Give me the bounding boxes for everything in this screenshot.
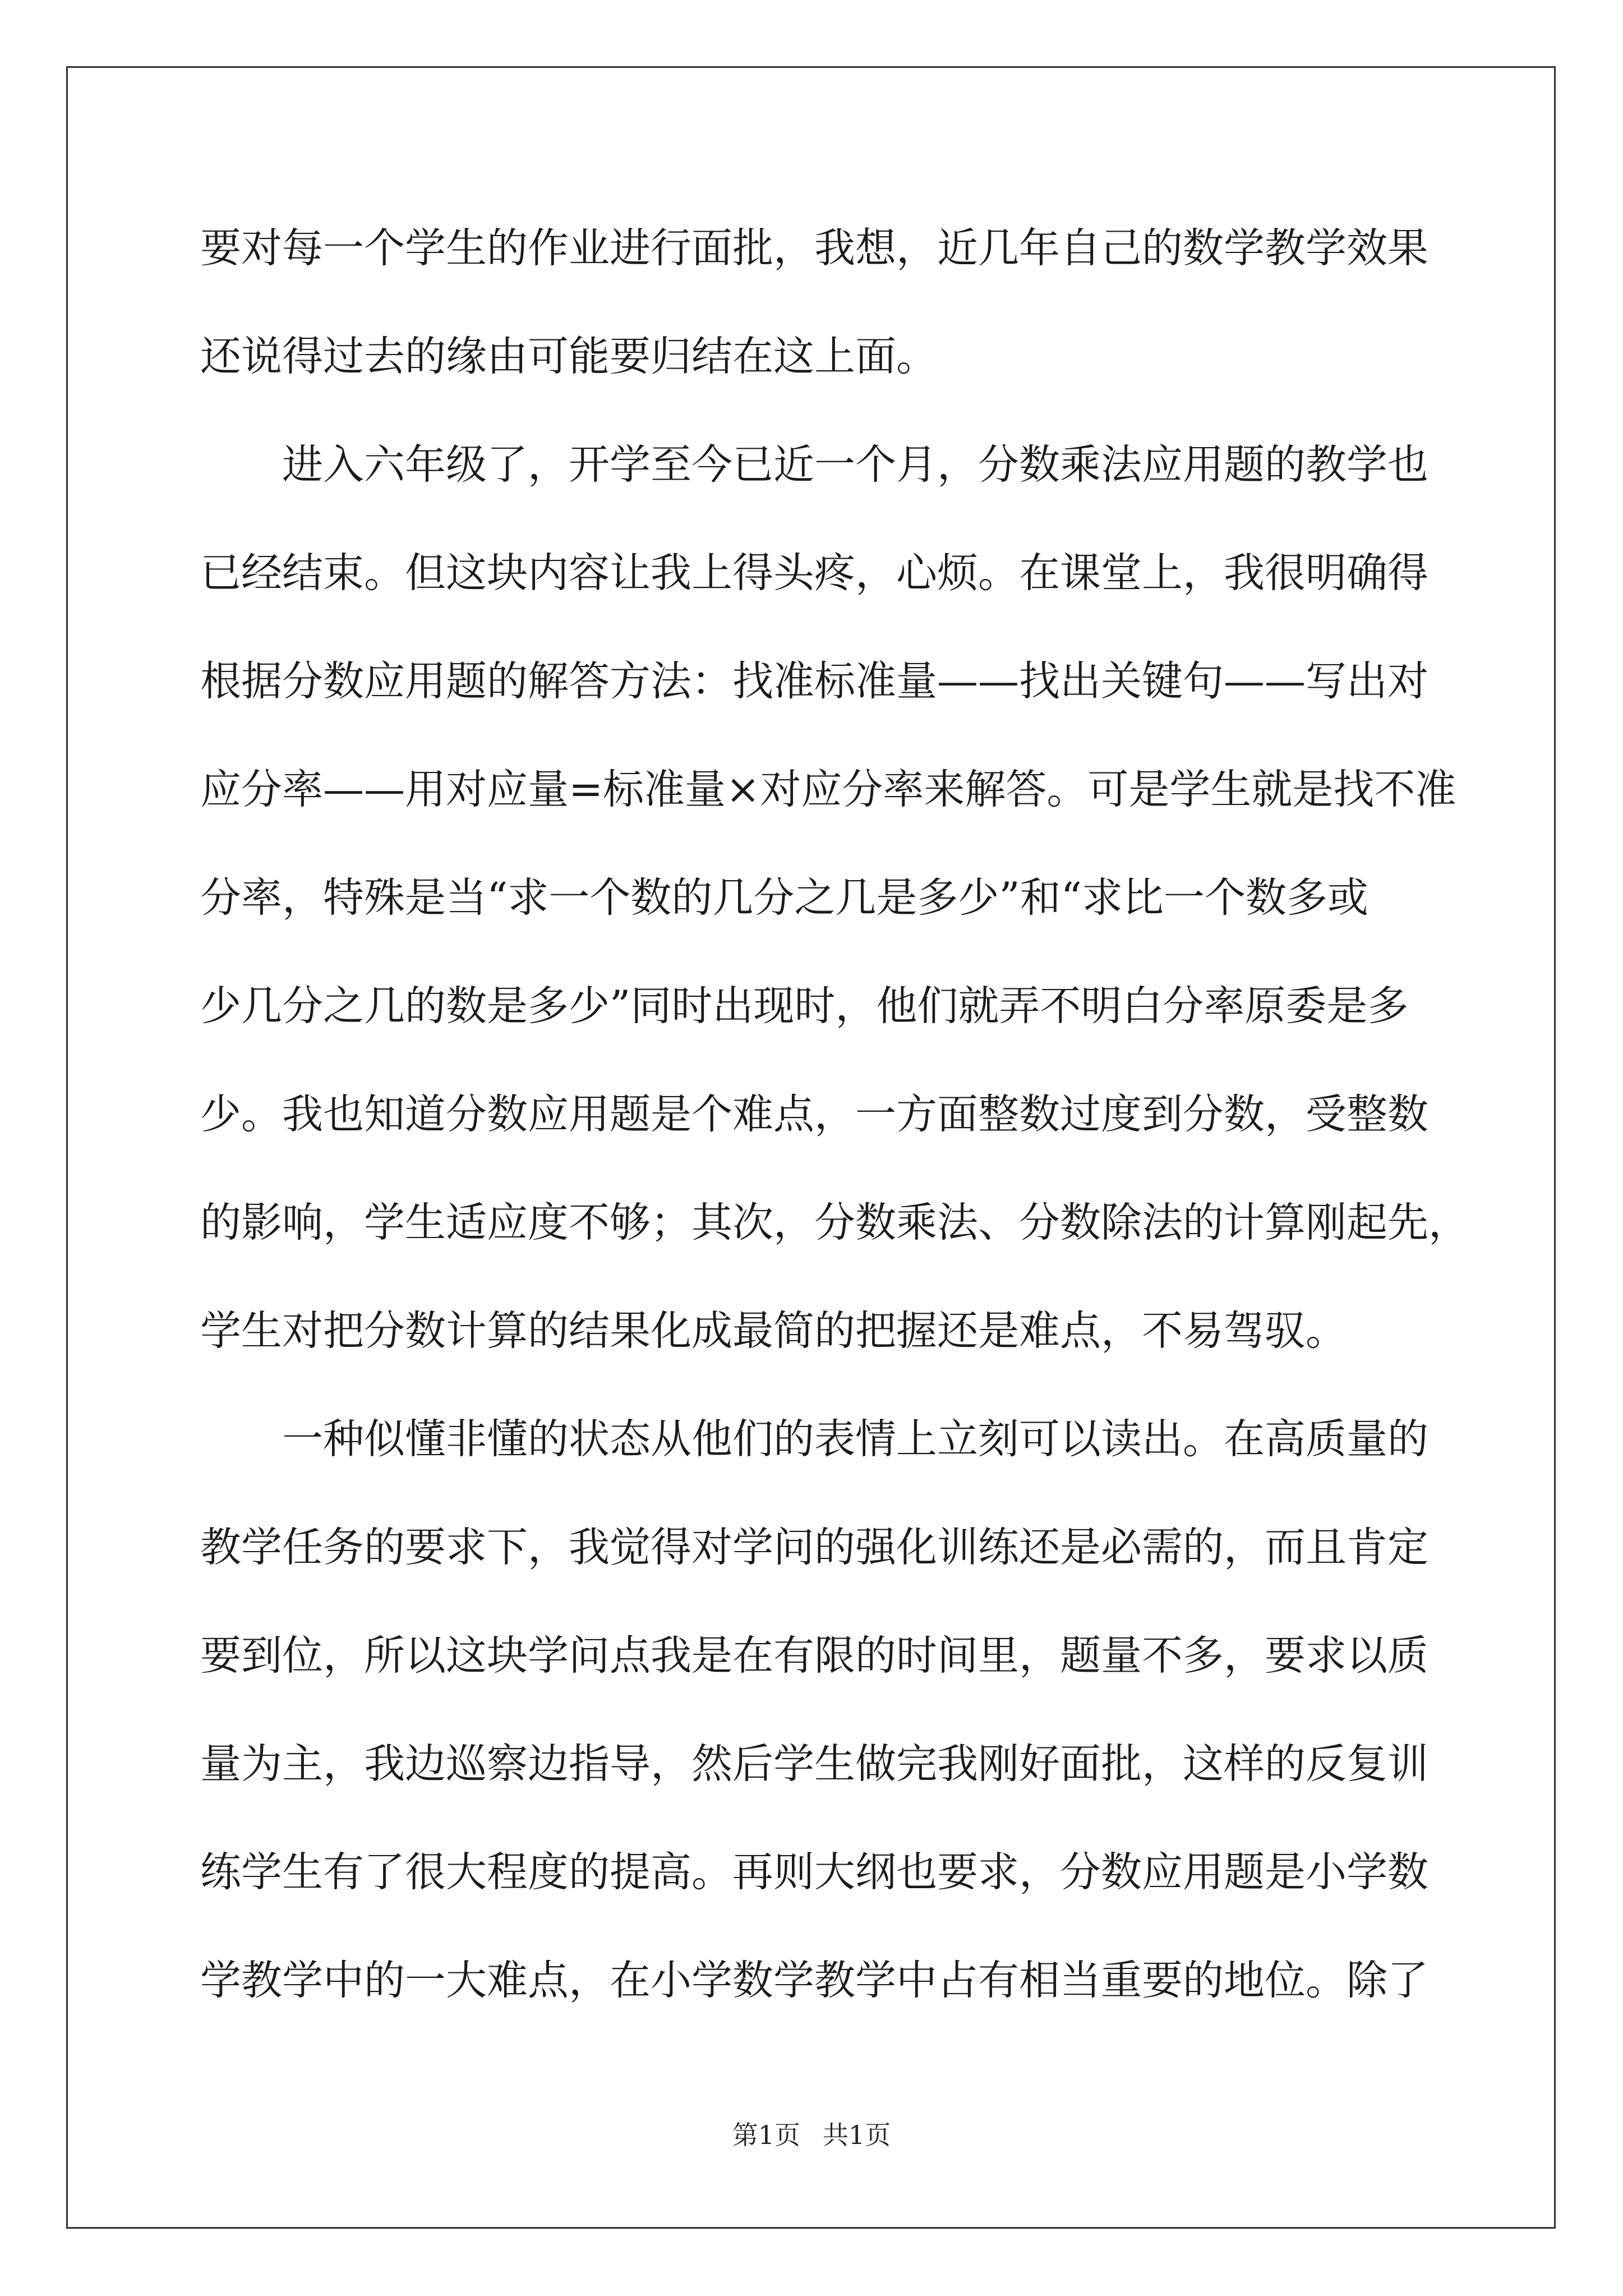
page-footer <box>0 2115 1623 2152</box>
text-line: 根据分数应用题的解答方法：找准标准量——找出关键句——写出对 <box>200 657 1428 705</box>
text-line: 分率，特殊是当“求一个数的几分之几是多少”和“求比一个数多或 <box>200 874 1368 922</box>
text-line: 教学任务的要求下，我觉得对学问的强化训练还是必需的，而且肯定 <box>200 1524 1428 1571</box>
text-line: 学教学中的一大难点，在小学数学教学中占有相当重要的地位。除了 <box>200 1957 1428 2004</box>
text-line: 还说得过去的缘由可能要归结在这上面。 <box>200 333 937 380</box>
text-line: 要对每一个学生的作业进行面批，我想，近几年自己的数学教学效果 <box>200 224 1428 272</box>
text-line: 的影响，学生适应度不够；其次，分数乘法、分数除法的计算刚起先， <box>200 1199 1469 1246</box>
text-line: 一种似懂非懂的状态从他们的表情上立刻可以读出。在高质量的 <box>200 1415 1428 1463</box>
text-line: 进入六年级了，开学至今已近一个月，分数乘法应用题的教学也 <box>200 441 1428 489</box>
text-line: 量为主，我边巡察边指导，然后学生做完我刚好面批，这样的反复训 <box>200 1740 1428 1788</box>
document-body <box>200 220 1469 2061</box>
text-line: 学生对把分数计算的结果化成最简的把握还是难点，不易驾驭。 <box>200 1307 1347 1355</box>
text-line: 少几分之几的数是多少”同时出现时，他们就弄不明白分率原委是多 <box>200 982 1409 1030</box>
text-line: 已经结束。但这块内容让我上得头疼，心烦。在课堂上，我很明确得 <box>200 549 1428 597</box>
text-line: 练学生有了很大程度的提高。再则大纲也要求，分数应用题是小学数 <box>200 1848 1428 1896</box>
page-total: 共1页 <box>823 2120 891 2150</box>
text-line: 要到位，所以这块学问点我是在有限的时间里，题量不多，要求以质 <box>200 1632 1428 1680</box>
page-number: 第1页 <box>732 2120 800 2150</box>
text-line: 少。我也知道分数应用题是个难点，一方面整数过度到分数，受整数 <box>200 1091 1428 1138</box>
text-line: 应分率——用对应量=标准量×对应分率来解答。可是学生就是找不准 <box>200 766 1456 813</box>
